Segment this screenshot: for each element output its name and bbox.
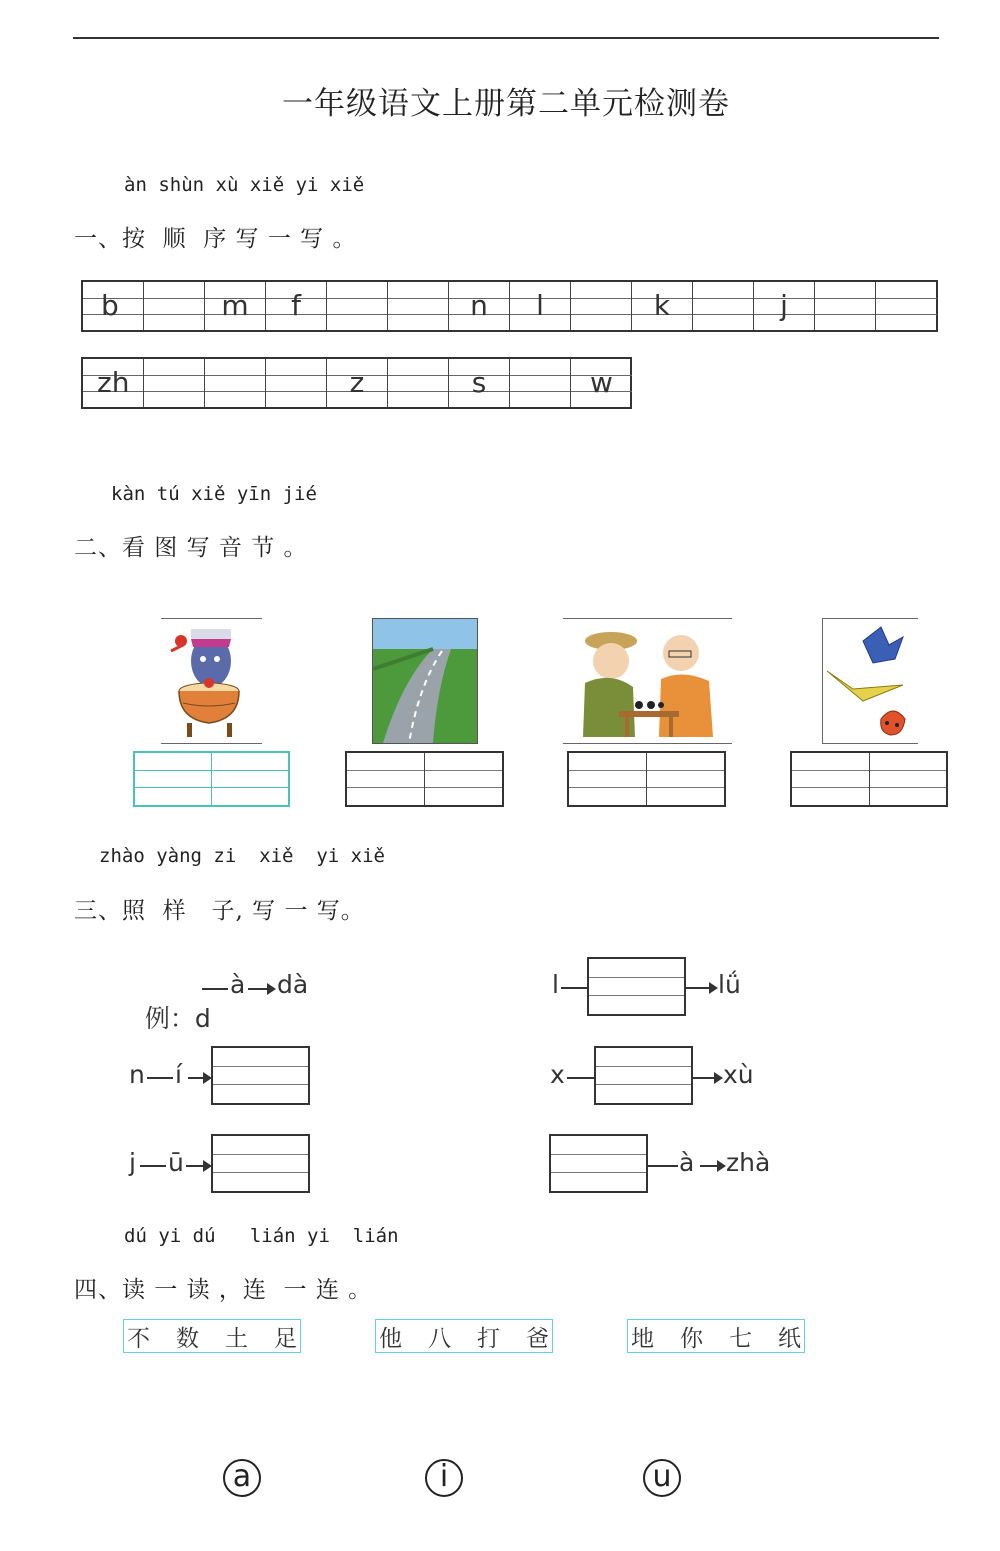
item-j-final: ū [168, 1148, 184, 1177]
item-zha-result: zhà [726, 1148, 771, 1177]
letter-text [327, 282, 387, 330]
letter-text: f [291, 288, 301, 322]
drum-icon [161, 619, 262, 744]
letter-text: z [349, 365, 365, 399]
word-char: 七 [729, 1325, 752, 1352]
letter-text: k [653, 288, 671, 322]
drum-picture [161, 618, 262, 744]
item-x-initial: x [550, 1060, 565, 1089]
letter-cell-m [205, 282, 266, 330]
letter-text [388, 359, 448, 407]
answer-box-origami[interactable] [790, 751, 948, 807]
section1-pinyin: àn shùn xù xiě yi xiě [124, 174, 365, 196]
item-x-arrow [693, 1077, 721, 1079]
letter-cell-l [510, 282, 571, 330]
section4-heading: 四、读 一 读 ，连 一 连 。 [74, 1277, 373, 1303]
blank-letter-cell[interactable] [571, 282, 632, 330]
letter-text [510, 359, 570, 407]
item-j-answer-box[interactable] [211, 1134, 310, 1193]
blank-letter-cell[interactable] [144, 359, 205, 407]
word-group-2 [375, 1319, 553, 1353]
example-initial: d [194, 1004, 211, 1033]
road-icon [373, 619, 477, 743]
letter-cell-n [449, 282, 510, 330]
item-l-initial: l [552, 970, 559, 999]
letter-text: zh [97, 365, 130, 399]
answer-box-drum[interactable] [133, 751, 290, 807]
item-x-dash [567, 1077, 594, 1079]
letter-cell-zh [83, 359, 144, 407]
section3-pinyin: zhào yàng zi xiě yi xiě [99, 845, 385, 867]
item-l-dash [561, 987, 587, 989]
item-l-arrow [686, 987, 716, 989]
blank-letter-cell[interactable] [144, 282, 205, 330]
example-result: dà [277, 970, 309, 999]
word-char: 数 [176, 1325, 199, 1352]
item-zha-answer-box[interactable] [549, 1134, 648, 1193]
item-n-initial: n [129, 1060, 145, 1089]
word-char: 他 [379, 1325, 402, 1352]
letter-text [693, 282, 753, 330]
blank-letter-cell[interactable] [876, 282, 937, 330]
example-final: à [230, 970, 246, 999]
page-title: 一年级语文上册第二单元检测卷 [282, 86, 730, 122]
letter-cell-s [449, 359, 510, 407]
item-n-answer-box[interactable] [211, 1046, 310, 1105]
section1-heading: 一、按 顺 序 写 一 写 。 [74, 226, 357, 252]
letter-text: l [536, 288, 544, 322]
vowel-a-circle[interactable]: a [223, 1459, 261, 1497]
letter-text: n [470, 288, 488, 322]
letter-cell-f [266, 282, 327, 330]
word-char: 八 [428, 1325, 451, 1352]
word-char: 你 [680, 1325, 703, 1352]
word-group-3 [627, 1319, 805, 1353]
letter-text [388, 282, 448, 330]
word-char: 打 [477, 1325, 500, 1352]
item-l-answer-box[interactable] [587, 957, 686, 1016]
blank-letter-cell[interactable] [693, 282, 754, 330]
letter-cell-w [571, 359, 632, 407]
example-arrow [248, 988, 274, 990]
letter-text: j [780, 288, 788, 322]
road-picture [372, 618, 478, 744]
word-char: 地 [631, 1325, 654, 1352]
vowel-i-circle[interactable]: i [425, 1459, 463, 1497]
letter-text [205, 359, 265, 407]
letter-cell-j [754, 282, 815, 330]
letter-text [571, 282, 631, 330]
letter-text [144, 359, 204, 407]
blank-letter-cell[interactable] [510, 359, 571, 407]
example-dash [202, 988, 228, 990]
item-j-arrow [186, 1165, 210, 1167]
word-char: 土 [225, 1325, 248, 1352]
section2-pinyin: kàn tú xiě yīn jié [111, 483, 317, 505]
letter-cell-k [632, 282, 693, 330]
item-j-initial: j [129, 1148, 136, 1177]
letter-cell-z [327, 359, 388, 407]
section2-heading: 二、看 图 写 音 节 。 [74, 535, 308, 561]
item-l-result: lǘ [718, 970, 741, 999]
item-n-dash [147, 1077, 173, 1079]
letter-text [815, 282, 875, 330]
letter-text: w [590, 365, 613, 399]
blank-letter-cell[interactable] [205, 359, 266, 407]
answer-box-road[interactable] [345, 751, 504, 807]
chess-picture [563, 618, 732, 744]
example-label: 例： [144, 1004, 195, 1033]
word-char: 不 [127, 1325, 150, 1352]
blank-letter-cell[interactable] [815, 282, 876, 330]
item-x-answer-box[interactable] [594, 1046, 693, 1105]
chess-players-icon [563, 619, 732, 744]
letter-text [876, 282, 937, 330]
blank-letter-cell[interactable] [327, 282, 388, 330]
top-rule [73, 37, 939, 39]
letter-text [144, 282, 204, 330]
section3-heading: 三、照 样 子, 写 一 写。 [74, 898, 365, 924]
item-zha-arrow [700, 1165, 724, 1167]
item-j-dash [140, 1165, 166, 1167]
word-char: 足 [274, 1325, 297, 1352]
item-zha-dash [648, 1165, 678, 1167]
letter-text: m [221, 288, 249, 322]
word-group-1 [123, 1319, 301, 1353]
answer-box-chess[interactable] [567, 751, 726, 807]
word-char: 爸 [526, 1325, 549, 1352]
alphabet-grid-row2 [81, 357, 632, 409]
item-x-result: xù [723, 1060, 754, 1089]
example-row [129, 970, 211, 1035]
section4-pinyin: dú yi dú lián yi lián [124, 1225, 399, 1247]
letter-cell-b [83, 282, 144, 330]
item-zha-final: à [679, 1148, 695, 1177]
letter-text: s [471, 365, 487, 399]
letter-text [266, 359, 326, 407]
blank-letter-cell[interactable] [388, 282, 449, 330]
origami-picture [822, 618, 918, 744]
word-char: 纸 [778, 1325, 801, 1352]
letter-text: b [101, 288, 119, 322]
item-n-arrow [188, 1077, 210, 1079]
origami-icon [823, 619, 918, 744]
alphabet-grid-row1 [81, 280, 938, 332]
blank-letter-cell[interactable] [388, 359, 449, 407]
item-n-final: í [175, 1060, 182, 1089]
blank-letter-cell[interactable] [266, 359, 327, 407]
vowel-u-circle[interactable]: u [643, 1459, 681, 1497]
